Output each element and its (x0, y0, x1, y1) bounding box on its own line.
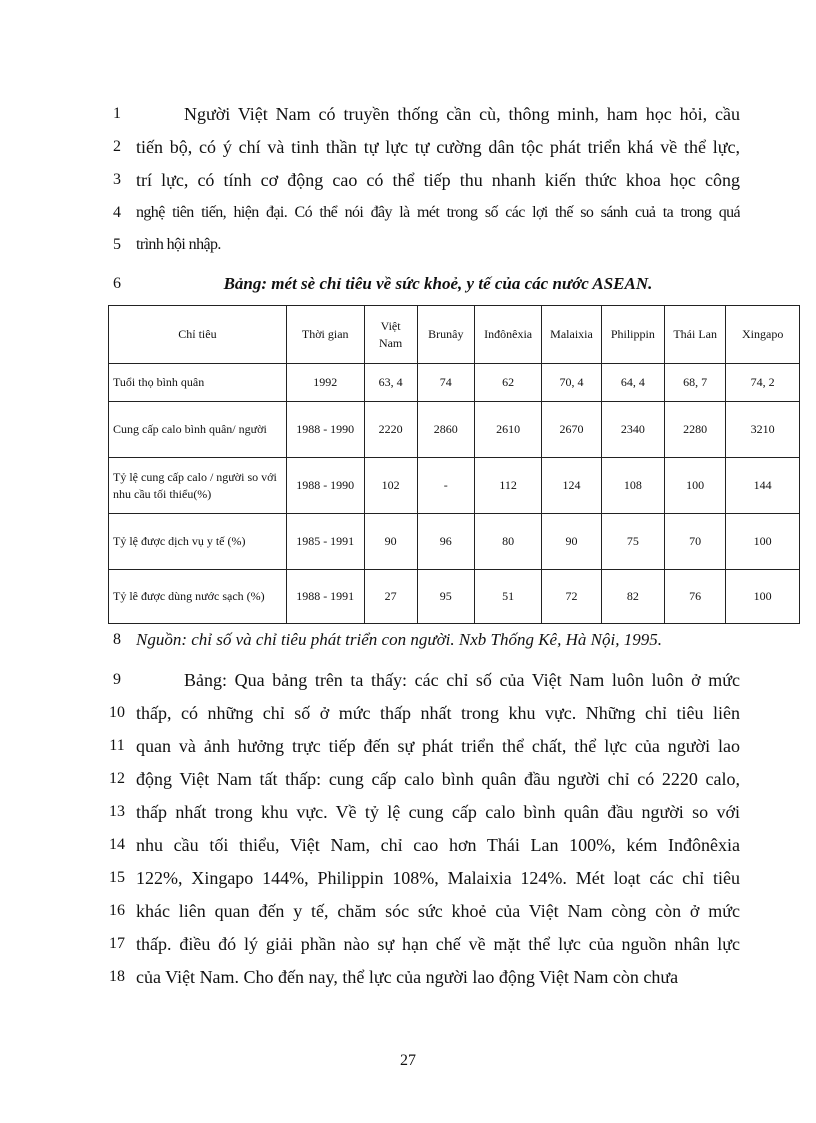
value-cell: 90 (542, 514, 601, 570)
header-cell: Xingapo (726, 306, 800, 364)
line-number: 13 (109, 803, 125, 820)
text-line-16 (0, 895, 816, 927)
table-row (109, 514, 800, 570)
value-cell: 74 (417, 364, 474, 402)
value-cell: 2610 (474, 402, 541, 458)
table-row (109, 458, 800, 514)
text-line-13 (0, 796, 816, 828)
paragraph-text: khác liên quan đến y tế, chăm sóc sức khoẻ của Việt Nam còng còn ở mức (136, 901, 740, 921)
time-cell: 1988 - 1990 (286, 458, 364, 514)
value-cell: 64, 4 (601, 364, 664, 402)
row-label: Tỷ lệ cung cấp calo / người so với nhu cầu tối thiểu(%) (109, 458, 287, 514)
text-line-12 (0, 763, 816, 795)
value-cell: 51 (474, 570, 541, 624)
paragraph-text: thấp, có những chỉ số ở mức thấp nhất trong khu vực. Những chỉ tiêu liên (136, 703, 740, 723)
value-cell: 108 (601, 458, 664, 514)
paragraph-text: Bảng: Qua bảng trên ta thấy: các chỉ số của Việt Nam luôn luôn ở mức (184, 670, 740, 690)
line-number: 1 (113, 105, 121, 122)
line-number: 17 (109, 935, 125, 952)
table-row (109, 402, 800, 458)
line-number: 6 (113, 275, 121, 292)
value-cell: 96 (417, 514, 474, 570)
text-line-17 (0, 928, 816, 960)
text-line-18 (0, 961, 816, 993)
paragraph-text: nhu cầu tối thiểu, Việt Nam, chỉ cao hơn Thái Lan 100%, kém Inđônêxia (136, 835, 740, 855)
paragraph-text: tiến bộ, có ý chí và tinh thần tự lực tự cường dân tộc phát triển khá về thể lực, (136, 137, 740, 157)
table-caption: Bảng: mét sè chỉ tiêu về sức khoẻ, y tế của các nước ASEAN. (223, 274, 653, 293)
row-label: Cung cấp calo bình quân/ người (109, 402, 287, 458)
line-number: 2 (113, 138, 121, 155)
time-cell: 1985 - 1991 (286, 514, 364, 570)
value-cell: 2340 (601, 402, 664, 458)
header-cell: Philippin (601, 306, 664, 364)
paragraph-text: động Việt Nam tất thấp: cung cấp calo bình quân đầu người chỉ có 2220 calo, (136, 769, 740, 789)
line-number: 16 (109, 902, 125, 919)
value-cell: 2280 (665, 402, 726, 458)
row-label: Tỷ lê được dùng nước sạch (%) (109, 570, 287, 624)
page-number: 27 (400, 1052, 416, 1069)
text-line-11 (0, 730, 816, 762)
text-line-15 (0, 862, 816, 894)
header-cell: Brunây (417, 306, 474, 364)
line-number: 8 (113, 631, 121, 648)
time-cell: 1988 - 1990 (286, 402, 364, 458)
value-cell: 112 (474, 458, 541, 514)
source-citation: Nguồn: chỉ số và chỉ tiêu phát triển con người. Nxb Thống Kê, Hà Nội, 1995. (136, 630, 662, 649)
value-cell: 95 (417, 570, 474, 624)
header-cell: Thời gian (286, 306, 364, 364)
line-number: 10 (109, 704, 125, 721)
paragraph-text: Người Việt Nam có truyền thống cần cù, thông minh, ham học hỏi, cầu (184, 104, 740, 124)
table-caption-line (0, 268, 816, 300)
text-line-2 (0, 131, 816, 163)
value-cell: 100 (726, 570, 800, 624)
paragraph-text: 122%, Xingapo 144%, Philippin 108%, Malaixia 124%. Mét loạt các chỉ tiêu (136, 868, 740, 888)
paragraph-text: thấp. điều đó lý giải phần nào sự hạn chế về mặt thể lực của nguồn nhân lực (136, 934, 740, 954)
row-label: Tỷ lệ được dịch vụ y tế (%) (109, 514, 287, 570)
text-line-1 (0, 98, 816, 130)
value-cell: 63, 4 (364, 364, 417, 402)
value-cell: 100 (665, 458, 726, 514)
row-label: Tuổi thọ bình quân (109, 364, 287, 402)
paragraph-text: trí lực, có tính cơ động cao có thể tiếp thu nhanh kiến thức khoa học công (136, 170, 740, 190)
value-cell: 102 (364, 458, 417, 514)
table-header-row (109, 306, 800, 364)
value-cell: 2670 (542, 402, 601, 458)
line-number: 11 (109, 737, 125, 754)
value-cell: 75 (601, 514, 664, 570)
paragraph-text: trình hội nhập. (136, 236, 221, 253)
text-line-5 (0, 229, 816, 261)
line-number: 12 (109, 770, 125, 787)
paragraph-text: quan và ảnh hưởng trực tiếp đến sự phát triển thể chất, thể lực của người lao (136, 736, 740, 756)
paragraph-text: thấp nhất trong khu vực. Về tỷ lệ cung cấp calo bình quân đầu người so với (136, 802, 740, 822)
text-line-10 (0, 697, 816, 729)
value-cell: 80 (474, 514, 541, 570)
line-number: 14 (109, 836, 125, 853)
value-cell: 62 (474, 364, 541, 402)
health-indicators-table (108, 305, 800, 624)
line-number: 18 (109, 968, 125, 985)
value-cell: 70, 4 (542, 364, 601, 402)
value-cell: 3210 (726, 402, 800, 458)
text-line-3 (0, 164, 816, 196)
header-cell: Thái Lan (665, 306, 726, 364)
value-cell: 76 (665, 570, 726, 624)
header-cell: Malaixia (542, 306, 601, 364)
text-line-9 (0, 664, 816, 696)
line-number: 5 (113, 236, 121, 253)
header-cell: Chỉ tiêu (109, 306, 287, 364)
line-number: 9 (113, 671, 121, 688)
value-cell: 68, 7 (665, 364, 726, 402)
table-row (109, 364, 800, 402)
value-cell: 124 (542, 458, 601, 514)
value-cell: 2220 (364, 402, 417, 458)
line-number: 15 (109, 869, 125, 886)
time-cell: 1988 - 1991 (286, 570, 364, 624)
text-line-4 (0, 197, 816, 229)
text-line-14 (0, 829, 816, 861)
value-cell: 72 (542, 570, 601, 624)
value-cell: 74, 2 (726, 364, 800, 402)
header-cell: Inđônêxia (474, 306, 541, 364)
value-cell: 100 (726, 514, 800, 570)
value-cell: 90 (364, 514, 417, 570)
line-number: 4 (113, 204, 121, 221)
header-cell: Việt Nam (364, 306, 417, 364)
value-cell: 2860 (417, 402, 474, 458)
value-cell: 70 (665, 514, 726, 570)
time-cell: 1992 (286, 364, 364, 402)
paragraph-text: của Việt Nam. Cho đến nay, thể lực của người lao động Việt Nam còn chưa (136, 967, 679, 987)
line-number: 3 (113, 171, 121, 188)
value-cell: - (417, 458, 474, 514)
table-row (109, 570, 800, 624)
source-line (0, 624, 816, 656)
value-cell: 82 (601, 570, 664, 624)
value-cell: 144 (726, 458, 800, 514)
paragraph-text: nghệ tiên tiến, hiện đại. Có thể nói đây là mét trong số các lợi thế so sánh cuả ta trong quá (136, 204, 740, 221)
value-cell: 27 (364, 570, 417, 624)
